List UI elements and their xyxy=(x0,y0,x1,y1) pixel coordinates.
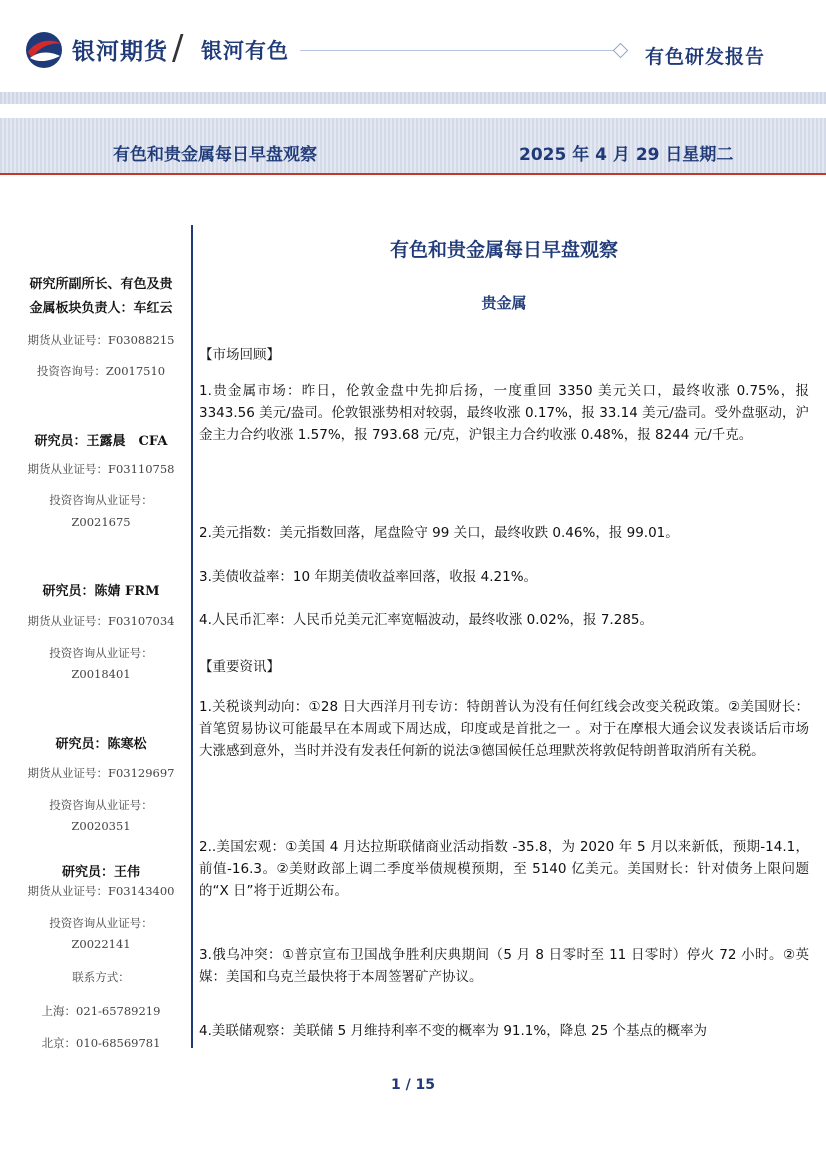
news-paragraph-3: 3.俄乌冲突：①普京宣布卫国战争胜利庆典期间（5 月 8 日零时至 11 日零时）停火 72 小时。②英媒：美国和乌克兰最快将于本周签署矿产协议。 xyxy=(199,947,809,985)
lead-title-line1: 研究所副所长、有色及贵 xyxy=(29,277,173,292)
lead-title-line2: 金属板块负责人：车红云 xyxy=(29,301,173,316)
sidebar-divider xyxy=(191,225,193,1048)
analyst-3-consult-label: 投资咨询从业证号： xyxy=(49,798,153,812)
market-paragraph-1: 1.贵金属市场：昨日，伦敦金盘中先抑后扬，一度重回 3350 美元关口，最终收涨 0.75%，报 3343.56 美元/盎司。伦敦银涨势相对较弱，最终收涨 0.17%，报 33.14 美元/盎司。受外盘驱动，沪金主力合约收涨 1.57%，报 793.68 元/克，沪银主力合约收涨 0.48%，报 8244 元/千克。 xyxy=(199,383,809,443)
lead-consult: 投资咨询号：Z0017510 xyxy=(36,364,166,378)
brand-name: 银河期货 xyxy=(72,39,168,65)
contact-label: 联系方式： xyxy=(72,970,130,984)
band-title: 有色和贵金属每日早盘观察 xyxy=(113,145,317,165)
lead-license: 期货从业证号：F03088215 xyxy=(27,333,175,347)
market-paragraph-4: 4.人民币汇率：人民币兑美元汇率宽幅波动，最终收涨 0.02%，报 7.285。 xyxy=(199,612,653,628)
page-number: 1 / 15 xyxy=(390,1077,436,1093)
analyst-4-name: 研究员：王伟 xyxy=(61,865,140,880)
header-stripe xyxy=(0,92,826,104)
report-type-label: 有色研发报告 xyxy=(645,46,766,68)
analyst-3-name: 研究员：陈寒松 xyxy=(55,737,147,752)
news-paragraph-2: 2..美国宏观：①美国 4 月达拉斯联储商业活动指数 -35.8，为 2020 年 5 月以来新低，预期-14.1，前值-16.3。②美财政部上调二季度举债规模预期，至 5140 亿美元。美国财长：针对债务上限问题的“X 日”将于近期公布。 xyxy=(199,839,809,899)
news-paragraph-4: 4.美联储观察：美联储 5 月维持利率不变的概率为 91.1%，降息 25 个基点的概率为 xyxy=(199,1023,707,1039)
analyst-4-license: 期货从业证号：F03143400 xyxy=(27,884,175,898)
market-paragraph-2: 2.美元指数：美元指数回落，尾盘险守 99 关口，最终收跌 0.46%，报 99.01。 xyxy=(199,525,679,541)
news-paragraph-1: 1.关税谈判动向：①28 日大西洋月刊专访：特朗普认为没有任何红线会改变关税政策。②美国财长：首笔贸易协议可能最早在本周或下周达成，印度或是首批之一 。对于在摩根大通会议发表谈话后市场大涨感到意外，当时并没有发表任何新的说法③德国候任总理默茨将敦促特朗普取消所有关税。 xyxy=(199,699,809,759)
brand-separator: / xyxy=(172,28,184,68)
galaxy-logo-icon xyxy=(22,30,66,70)
market-paragraph-3: 3.美债收益率：10 年期美债收益率回落，收报 4.21%。 xyxy=(199,569,538,585)
analyst-1-name: 研究员：王露晨 CFA xyxy=(34,434,168,449)
analyst-1-license: 期货从业证号：F03110758 xyxy=(27,462,175,476)
analyst-1-consult: Z0021675 xyxy=(71,515,131,529)
analyst-4-consult: Z0022141 xyxy=(71,937,131,951)
contact-shanghai: 上海：021-65789219 xyxy=(41,1004,161,1018)
analyst-3-license: 期货从业证号：F03129697 xyxy=(27,766,175,780)
market-review-heading: 【市场回顾】 xyxy=(199,347,280,363)
report-date: 2025 年 4 月 29 日星期二 xyxy=(519,145,734,165)
title-band xyxy=(0,118,826,175)
news-heading: 【重要资讯】 xyxy=(199,659,280,675)
report-header xyxy=(0,0,826,92)
diamond-icon xyxy=(613,43,629,59)
analyst-3-consult: Z0020351 xyxy=(71,819,131,833)
section-title: 贵金属 xyxy=(481,294,527,312)
header-rule xyxy=(300,50,618,51)
analyst-2-consult-label: 投资咨询从业证号： xyxy=(49,646,153,660)
page-title: 有色和贵金属每日早盘观察 xyxy=(389,239,618,261)
analyst-2-consult: Z0018401 xyxy=(71,667,131,681)
analyst-2-name: 研究员：陈婧 FRM xyxy=(42,584,160,599)
analyst-2-license: 期货从业证号：F03107034 xyxy=(27,614,175,628)
division-name: 银河有色 xyxy=(201,39,289,63)
analyst-1-consult-label: 投资咨询从业证号： xyxy=(49,493,153,507)
analyst-4-consult-label: 投资咨询从业证号： xyxy=(49,916,153,930)
contact-beijing: 北京：010-68569781 xyxy=(41,1036,161,1050)
